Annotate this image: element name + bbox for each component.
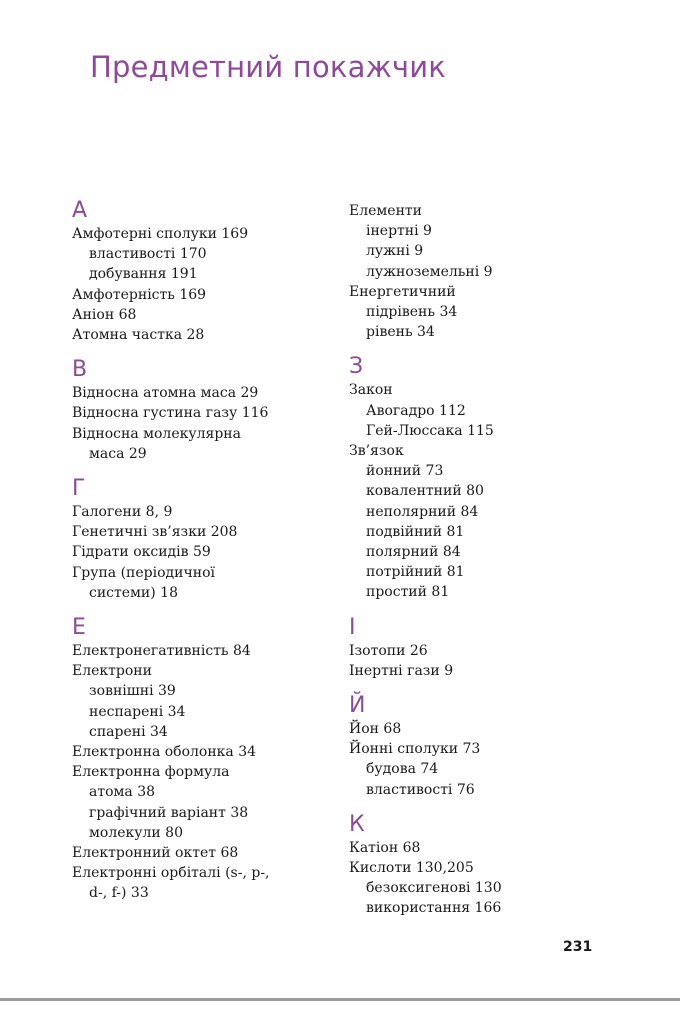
index-entry: Елементи bbox=[349, 203, 422, 219]
index-subentry: графічний варіант 38 bbox=[89, 804, 249, 821]
index-section bbox=[349, 354, 619, 602]
index-entry: Інертні гази 9 bbox=[349, 662, 454, 679]
index-subentry: безоксигенові 130 bbox=[366, 880, 502, 897]
index-entry: Гідрати оксидів 59 bbox=[72, 544, 211, 561]
index-subentry: полярний 84 bbox=[366, 544, 461, 561]
index-entry: Зв’язок bbox=[349, 443, 404, 460]
index-entry: Електронна оболонка 34 bbox=[72, 744, 257, 761]
index-subentry: неполярний 84 bbox=[366, 503, 479, 520]
index-subentry: використання 166 bbox=[366, 900, 502, 917]
index-subentry: підрівень 34 bbox=[366, 304, 458, 321]
index-subentry: молекули 80 bbox=[89, 824, 183, 841]
section-letter: Г bbox=[72, 476, 86, 502]
index-section bbox=[349, 201, 619, 342]
section-letter: Й bbox=[349, 693, 366, 719]
index-entry: Електронні орбіталі (s-, p-, bbox=[72, 865, 270, 882]
index-section bbox=[349, 693, 619, 800]
index-subentry: ковалентний 80 bbox=[366, 483, 484, 500]
index-section bbox=[349, 812, 619, 919]
index-subentry: d-, f-) 33 bbox=[89, 885, 149, 902]
index-column-right bbox=[349, 201, 619, 919]
index-subentry: Гей-Люссака 115 bbox=[366, 422, 494, 439]
index-entry: Аніон 68 bbox=[72, 306, 137, 323]
index-entry: Галогени 8, 9 bbox=[72, 504, 173, 521]
section-letter: К bbox=[349, 811, 365, 837]
index-subentry: Авогадро 112 bbox=[366, 402, 466, 419]
index-entry: Відносна густина газу 116 bbox=[72, 405, 269, 422]
section-letter: І bbox=[349, 614, 356, 640]
index-subentry: системи) 18 bbox=[89, 584, 178, 601]
index-subentry: лужні 9 bbox=[366, 243, 424, 260]
index-entry: Електрони bbox=[72, 663, 152, 680]
bottom-rule bbox=[0, 998, 680, 1001]
index-subentry: рівень 34 bbox=[366, 324, 435, 341]
index-section bbox=[72, 476, 342, 603]
index-subentry: добування 191 bbox=[89, 266, 198, 283]
section-letter: З bbox=[349, 354, 364, 380]
index-entry: Ізотопи 26 bbox=[349, 642, 428, 659]
index-subentry: лужноземельні 9 bbox=[366, 263, 493, 280]
index-subentry: неспарені 34 bbox=[89, 703, 186, 720]
index-section bbox=[349, 615, 619, 681]
index-entry: Енергетичний bbox=[349, 283, 456, 300]
index-subentry: атома 38 bbox=[89, 784, 156, 801]
index-entry: Йон 68 bbox=[349, 721, 402, 738]
index-subentry: потрійний 81 bbox=[366, 564, 465, 581]
index-entry: Амфотерні сполуки 169 bbox=[72, 226, 249, 242]
index-entry: Група (періодичної bbox=[72, 564, 215, 581]
section-letter: Е bbox=[72, 615, 86, 641]
index-section bbox=[72, 357, 342, 464]
index-section bbox=[72, 615, 342, 904]
index-entry: Електронний октет 68 bbox=[72, 845, 239, 862]
section-letter: А bbox=[72, 198, 88, 223]
page-number: 231 bbox=[563, 939, 593, 955]
section-letter: В bbox=[72, 357, 88, 383]
index-subentry: йонний 73 bbox=[366, 463, 444, 480]
index-section bbox=[72, 198, 342, 345]
index-entry: Амфотерність 169 bbox=[72, 286, 207, 303]
index-column-left bbox=[72, 198, 342, 904]
index-entry: Йонні сполуки 73 bbox=[349, 741, 481, 758]
index-subentry: будова 74 bbox=[366, 761, 439, 778]
index-entry: Генетичні зв’язки 208 bbox=[72, 524, 238, 541]
index-entry: Електронна формула bbox=[72, 764, 230, 781]
index-subentry: інертні 9 bbox=[366, 223, 432, 240]
index-subentry: властивості 170 bbox=[89, 246, 207, 263]
page-title: Предметний покажчик bbox=[90, 50, 447, 84]
index-subentry: простий 81 bbox=[366, 584, 450, 601]
index-entry: Відносна атомна маса 29 bbox=[72, 385, 259, 402]
index-entry: Катіон 68 bbox=[349, 839, 421, 856]
index-entry: Атомна частка 28 bbox=[72, 327, 205, 344]
index-entry: Відносна молекулярна bbox=[72, 425, 241, 442]
index-entry: Закон bbox=[349, 382, 393, 399]
index-subentry: спарені 34 bbox=[89, 723, 168, 740]
index-subentry: маса 29 bbox=[89, 445, 147, 462]
index-entry: Електронегативність 84 bbox=[72, 643, 251, 660]
index-subentry: властивості 76 bbox=[366, 781, 475, 798]
index-subentry: подвійний 81 bbox=[366, 523, 465, 540]
index-subentry: зовнішні 39 bbox=[89, 683, 176, 700]
index-entry: Кислоти 130,205 bbox=[349, 860, 474, 877]
